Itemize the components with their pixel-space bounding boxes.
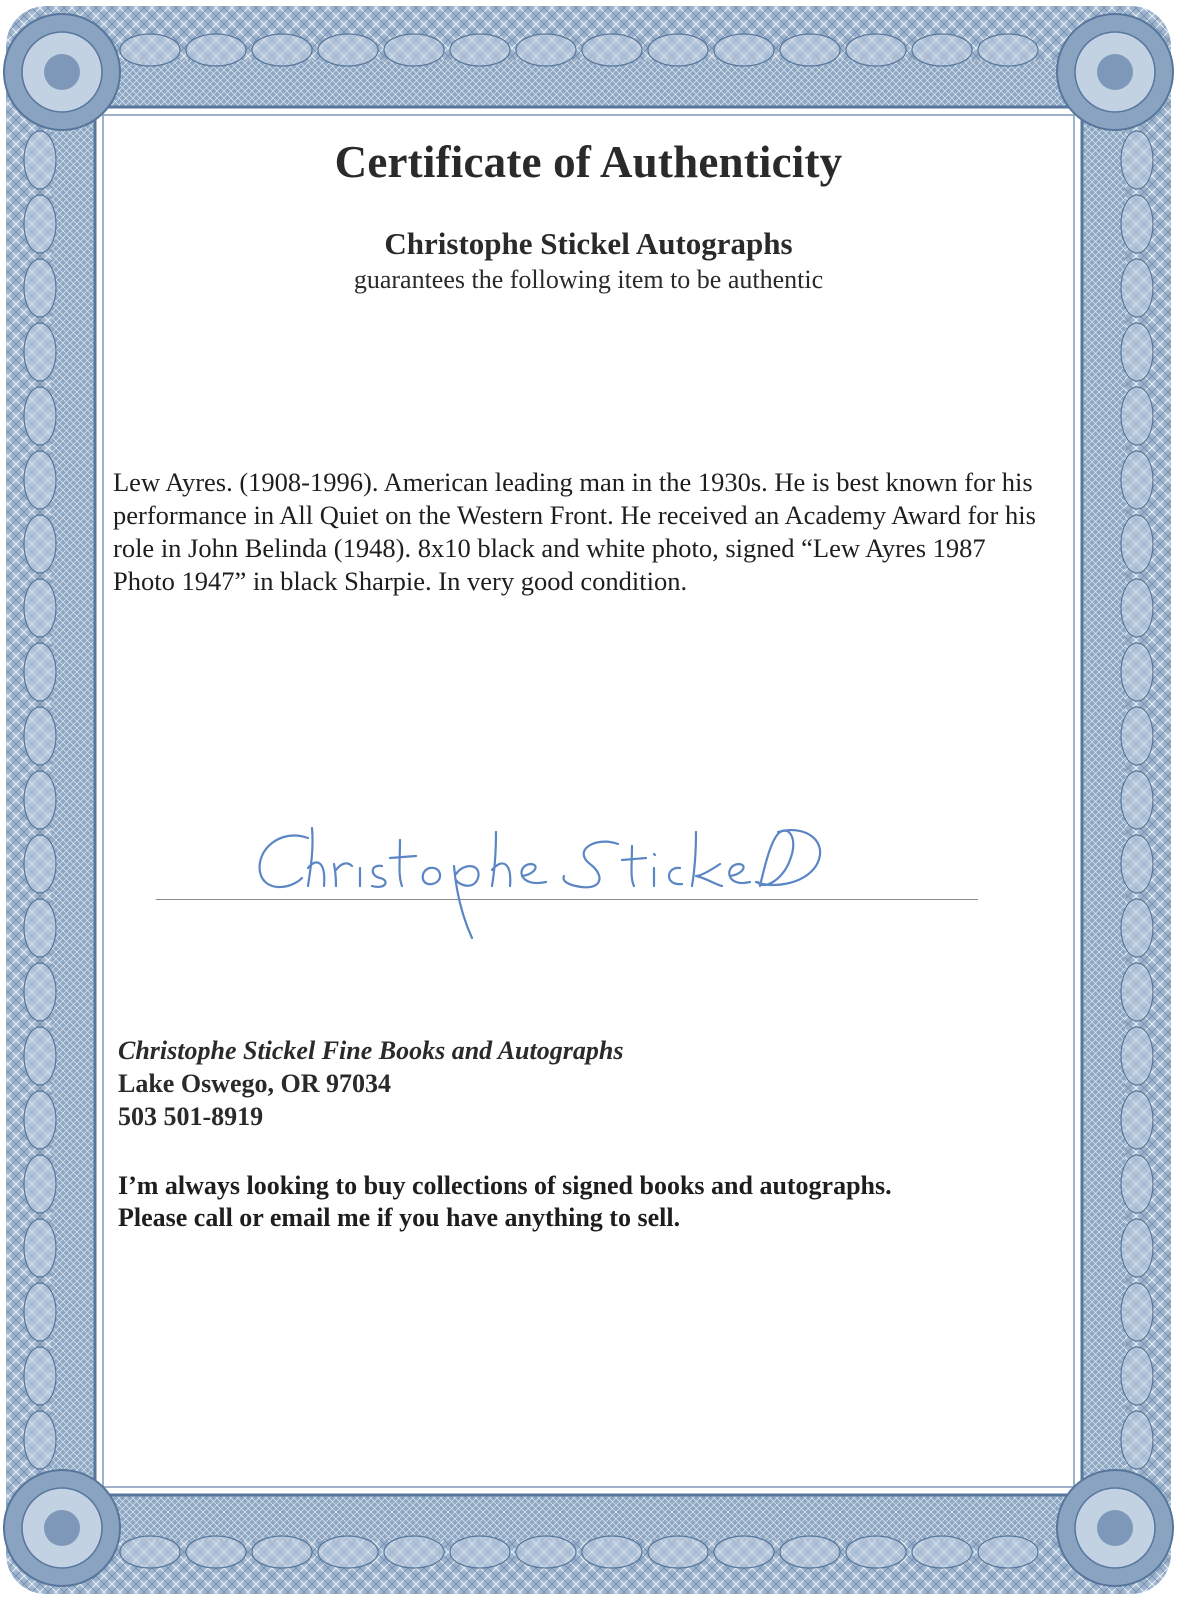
promo-line-1: I’m always looking to buy collections of signed books and autographs. [118, 1171, 892, 1200]
border-scallop [516, 1536, 576, 1568]
border-scallop [648, 1536, 708, 1568]
border-scallop [1121, 707, 1153, 765]
border-scallop [912, 34, 972, 66]
promo-line-2: Please call or email me if you have anything to sell. [118, 1203, 681, 1232]
certificate-title: Certificate of Authenticity [334, 137, 843, 187]
border-scallop [1121, 1347, 1153, 1405]
border-scallop [450, 34, 510, 66]
border-scallop [516, 34, 576, 66]
border-scallop [978, 34, 1038, 66]
corner-rosette-bottom-right [1057, 1470, 1173, 1586]
border-scallop [186, 34, 246, 66]
border-scallop [1121, 1219, 1153, 1277]
border-scallop [24, 1091, 56, 1149]
border-scallop [1121, 1027, 1153, 1085]
border-scallop [24, 1155, 56, 1213]
border-scallop [1121, 899, 1153, 957]
border-scallop [846, 34, 906, 66]
border-scallop [120, 1536, 180, 1568]
business-phone: 503 501-8919 [118, 1102, 264, 1131]
border-scallop [24, 707, 56, 765]
border-scallop [24, 1283, 56, 1341]
border-scallop [1121, 643, 1153, 701]
border-scallop [912, 1536, 972, 1568]
border-scallop [1121, 387, 1153, 445]
border-scallop [24, 1219, 56, 1277]
item-description: Lew Ayres. (1908-1996). American leading man in the 1930s. He is best known for his performance in All Quiet on the Western Front. He received an Academy Award for his role in John Belinda (1948). 8x10 black and white photo, signed “Lew Ayres 1987 Photo 1947” in black Sharpie. In very good condition. [113, 467, 1036, 596]
border-scallop [318, 1536, 378, 1568]
border-scallop [582, 34, 642, 66]
border-scallop [648, 34, 708, 66]
border-scallop [24, 451, 56, 509]
border-scallop [318, 34, 378, 66]
corner-rosette-top-left [4, 14, 120, 130]
border-scallop [24, 323, 56, 381]
border-scallop [1121, 515, 1153, 573]
border-scallop [186, 1536, 246, 1568]
border-scallop [24, 515, 56, 573]
border-scallop [714, 1536, 774, 1568]
border-scallop [252, 1536, 312, 1568]
border-scallop [780, 34, 840, 66]
border-scallop [24, 899, 56, 957]
border-scallop [1121, 1283, 1153, 1341]
handwritten-signature [250, 820, 830, 950]
border-scallop [24, 579, 56, 637]
business-name: Christophe Stickel Fine Books and Autographs [118, 1036, 624, 1065]
border-scallop [24, 963, 56, 1021]
border-scallop [1121, 1091, 1153, 1149]
border-scallop [24, 771, 56, 829]
border-scallop [1121, 963, 1153, 1021]
border-scallop [780, 1536, 840, 1568]
border-scallop [24, 1027, 56, 1085]
border-scallop [714, 34, 774, 66]
border-scallop [1121, 1155, 1153, 1213]
border-scallop [24, 643, 56, 701]
border-scallop [1121, 835, 1153, 893]
border-scallop [24, 387, 56, 445]
border-scallop [384, 1536, 444, 1568]
border-scallop [252, 34, 312, 66]
border-scallop [582, 1536, 642, 1568]
border-scallop [24, 1347, 56, 1405]
corner-rosette-bottom-left [4, 1470, 120, 1586]
border-scallop [1121, 451, 1153, 509]
guarantee-statement: guarantees the following item to be authentic [353, 265, 824, 294]
border-scallop [24, 835, 56, 893]
border-scallop [1121, 1411, 1153, 1469]
corner-rosette-top-right [1057, 14, 1173, 130]
border-scallop [846, 1536, 906, 1568]
issuer-name: Christophe Stickel Autographs [384, 226, 793, 261]
border-scallop [120, 34, 180, 66]
business-address: Lake Oswego, OR 97034 [118, 1069, 391, 1098]
border-scallop [450, 1536, 510, 1568]
border-scallop [1121, 323, 1153, 381]
border-scallop [1121, 771, 1153, 829]
border-scallop [978, 1536, 1038, 1568]
border-scallop [384, 34, 444, 66]
border-scallop [1121, 579, 1153, 637]
border-scallop [24, 1411, 56, 1469]
